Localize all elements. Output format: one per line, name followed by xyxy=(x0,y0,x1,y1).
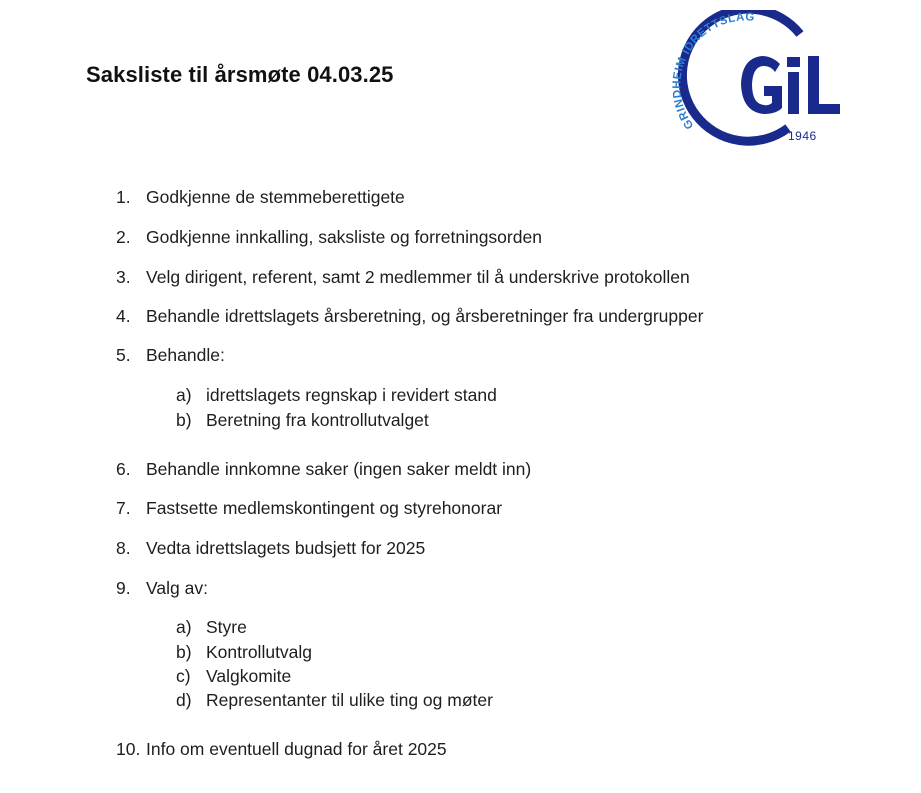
agenda-item-text: Godkjenne innkalling, saksliste og forretningsorden xyxy=(146,227,542,247)
agenda-item-number: 8. xyxy=(116,538,131,558)
club-logo xyxy=(658,10,844,155)
agenda-item-number: 1. xyxy=(116,187,131,207)
agenda-item-number: 10. xyxy=(116,739,141,759)
logo-year: 1946 xyxy=(788,129,817,143)
agenda-subitem-text: Representanter til ulike ting og møter xyxy=(206,690,493,710)
agenda-item-text: Velg dirigent, referent, samt 2 medlemmer til å underskrive protokollen xyxy=(146,267,690,287)
agenda-item-text: Behandle innkomne saker (ingen saker meldt inn) xyxy=(146,459,532,479)
agenda-subitem-text: idrettslagets regnskap i revidert stand xyxy=(206,385,497,405)
logo-letter-i-dot xyxy=(787,57,800,67)
agenda-item-text: Fastsette medlemskontingent og styrehonorar xyxy=(146,498,503,518)
page-title: Saksliste til årsmøte 04.03.25 xyxy=(86,62,394,87)
agenda-subitem-letter: b) xyxy=(176,642,192,662)
agenda-item-text: Valg av: xyxy=(146,578,208,598)
agenda-item-text: Behandle idrettslagets årsberetning, og årsberetninger fra undergrupper xyxy=(146,306,704,326)
svg-text:GRINDHEIM IDRETTSLAG xyxy=(671,11,755,131)
agenda-subitem-text: Beretning fra kontrollutvalget xyxy=(206,410,429,430)
agenda-subitem-letter: c) xyxy=(176,666,191,686)
agenda-item-text: Vedta idrettslagets budsjett for 2025 xyxy=(146,538,426,558)
logo-letter-i xyxy=(788,72,799,114)
agenda-item-number: 5. xyxy=(116,345,131,365)
agenda-subitem-letter: b) xyxy=(176,410,192,430)
agenda-subitem-text: Kontrollutvalg xyxy=(206,642,313,662)
agenda-item-number: 6. xyxy=(116,459,131,479)
agenda-item-text: Behandle: xyxy=(146,345,225,365)
agenda-item-number: 3. xyxy=(116,267,131,287)
agenda-item-number: 4. xyxy=(116,306,131,326)
agenda-item-text: Godkjenne de stemmeberettigete xyxy=(146,187,405,207)
agenda-subitem-letter: a) xyxy=(176,385,192,405)
agenda-subitem-text: Valgkomite xyxy=(206,666,292,686)
agenda-item-number: 2. xyxy=(116,227,131,247)
logo-letter-l xyxy=(808,56,840,114)
agenda-item-number: 7. xyxy=(116,498,131,518)
agenda-subitem-letter: a) xyxy=(176,617,192,637)
logo-letter-g xyxy=(741,56,782,114)
agenda-item-number: 9. xyxy=(116,578,131,598)
agenda-item-text: Info om eventuell dugnad for året 2025 xyxy=(146,739,447,759)
agenda-subitem-letter: d) xyxy=(176,690,192,710)
agenda-subitem-text: Styre xyxy=(206,617,247,637)
logo-ring-text: GRINDHEIM IDRETTSLAG xyxy=(671,11,756,132)
